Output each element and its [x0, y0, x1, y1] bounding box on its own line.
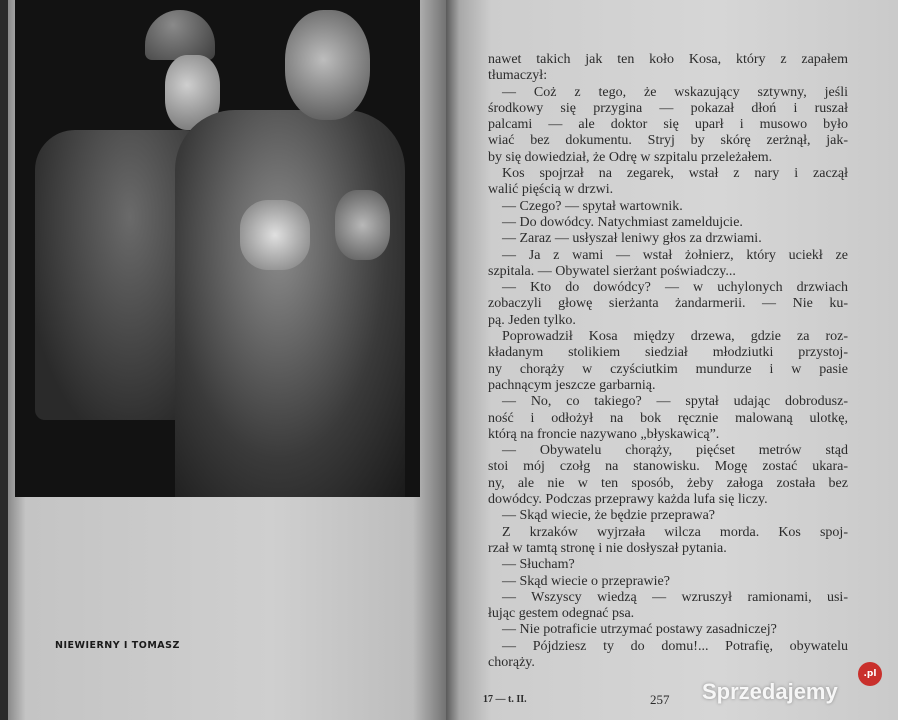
text-line: ny chorąży w czyściutkim mundurze i w pasie [488, 361, 848, 377]
page-body-text [488, 52, 848, 671]
text-line: — Czego? — spytał wartownik. [502, 198, 683, 214]
text-line: pachnącym jeszcze garbarnią. [488, 377, 656, 393]
text-line: — Skąd wiecie o przeprawie? [502, 573, 670, 589]
text-line: — Skąd wiecie, że będzie przeprawa? [502, 508, 715, 524]
text-line: zobaczyli głowę sierżanta żandarmerii. — Nie ku- [488, 296, 848, 312]
text-line: Poprowadził Kosa między drzewa, gdzie za roz- [502, 329, 848, 345]
text-line: Kos spojrzał na zegarek, wstał z nary i zaczął [502, 166, 848, 182]
soldier-right-face [285, 10, 370, 120]
hand-left [240, 200, 310, 270]
text-line: środkowy się przygina — pokazał dłoń i ruszał [488, 100, 848, 116]
text-line: — Do dowódcy. Natychmiast zameldujcie. [502, 214, 743, 230]
watermark-logo: Sprzedajemy [702, 679, 838, 704]
text-line: — Coż z tego, że wskazujący sztywny, jeśli [502, 84, 848, 100]
text-line: — Ja z wami — wstał żołnierz, który uciekł ze [502, 247, 848, 263]
text-line: rzał w tamtą stronę i nie dosłyszał pytania. [488, 540, 727, 556]
page-number: 257 [650, 692, 670, 707]
watermark-badge: .pl [858, 662, 882, 686]
text-line: łując gestem odegnać psa. [488, 606, 635, 622]
book-photo-illustration [15, 0, 420, 497]
hand-right [335, 190, 390, 260]
text-line: — Wszyscy wiedzą — wzruszył ramionami, usi- [502, 589, 848, 605]
text-line: walić pięścią w drzwi. [488, 182, 614, 198]
text-line: chorąży. [488, 654, 535, 670]
text-line: — No, co takiego? — spytał udając dobrodusz- [502, 394, 848, 410]
text-line: — Pójdziesz ty do domu!... Potrafię, obywatelu [502, 638, 848, 654]
text-line: palcami — ale doktor się uparł i musowo było [488, 117, 848, 133]
text-line: nawet takich jak ten koło Kosa, który z zapałem [488, 52, 848, 67]
text-line: Z krzaków wyjrzała wilcza morda. Kos spoj- [502, 524, 848, 540]
text-line: dowódcy. Podczas przeprawy każda lufa się liczy. [488, 492, 768, 508]
photo-caption: NIEWIERNY I TOMASZ [55, 640, 180, 651]
text-line: — Słucham? [502, 557, 575, 573]
text-line: by się dowiedział, że Odrę w szpitalu przeleżałem. [488, 149, 773, 165]
printer-signature: 17 — t. II. [483, 694, 527, 705]
text-line: tłumaczył: [488, 68, 548, 84]
text-line: stoi mój czołg na stanowisku. Mogę zostać ukara- [488, 459, 848, 475]
text-line: ny, ale nie w ten sposób, żeby załoga została bez [488, 475, 848, 491]
text-line: pą. Jeden tylko. [488, 312, 576, 328]
soldier-right-figure [175, 110, 405, 497]
text-line: — Nie potraficie utrzymać postawy zasadniczej? [502, 622, 777, 638]
text-line: — Kto do dowódcy? — w uchylonych drzwiach [502, 280, 848, 296]
text-line: kładanym stolikiem siedział młodziutki przystoj- [488, 345, 848, 361]
text-line: wiać bez dokumentu. Stryj by skórę zerżnął, jak- [488, 133, 848, 149]
helmet [145, 10, 215, 60]
text-line: którą na froncie nazywano „błyskawicą”. [488, 426, 720, 442]
text-line: — Obywatelu chorąży, pięćset metrów stąd [502, 443, 848, 459]
text-line: — Zaraz — usłyszał leniwy głos za drzwiami. [502, 231, 762, 247]
text-line: ność i odłożył na bok ręcznie malowaną ulotkę, [488, 410, 848, 426]
text-line: szpitala. — Obywatel sierżant poświadczy... [488, 263, 736, 279]
